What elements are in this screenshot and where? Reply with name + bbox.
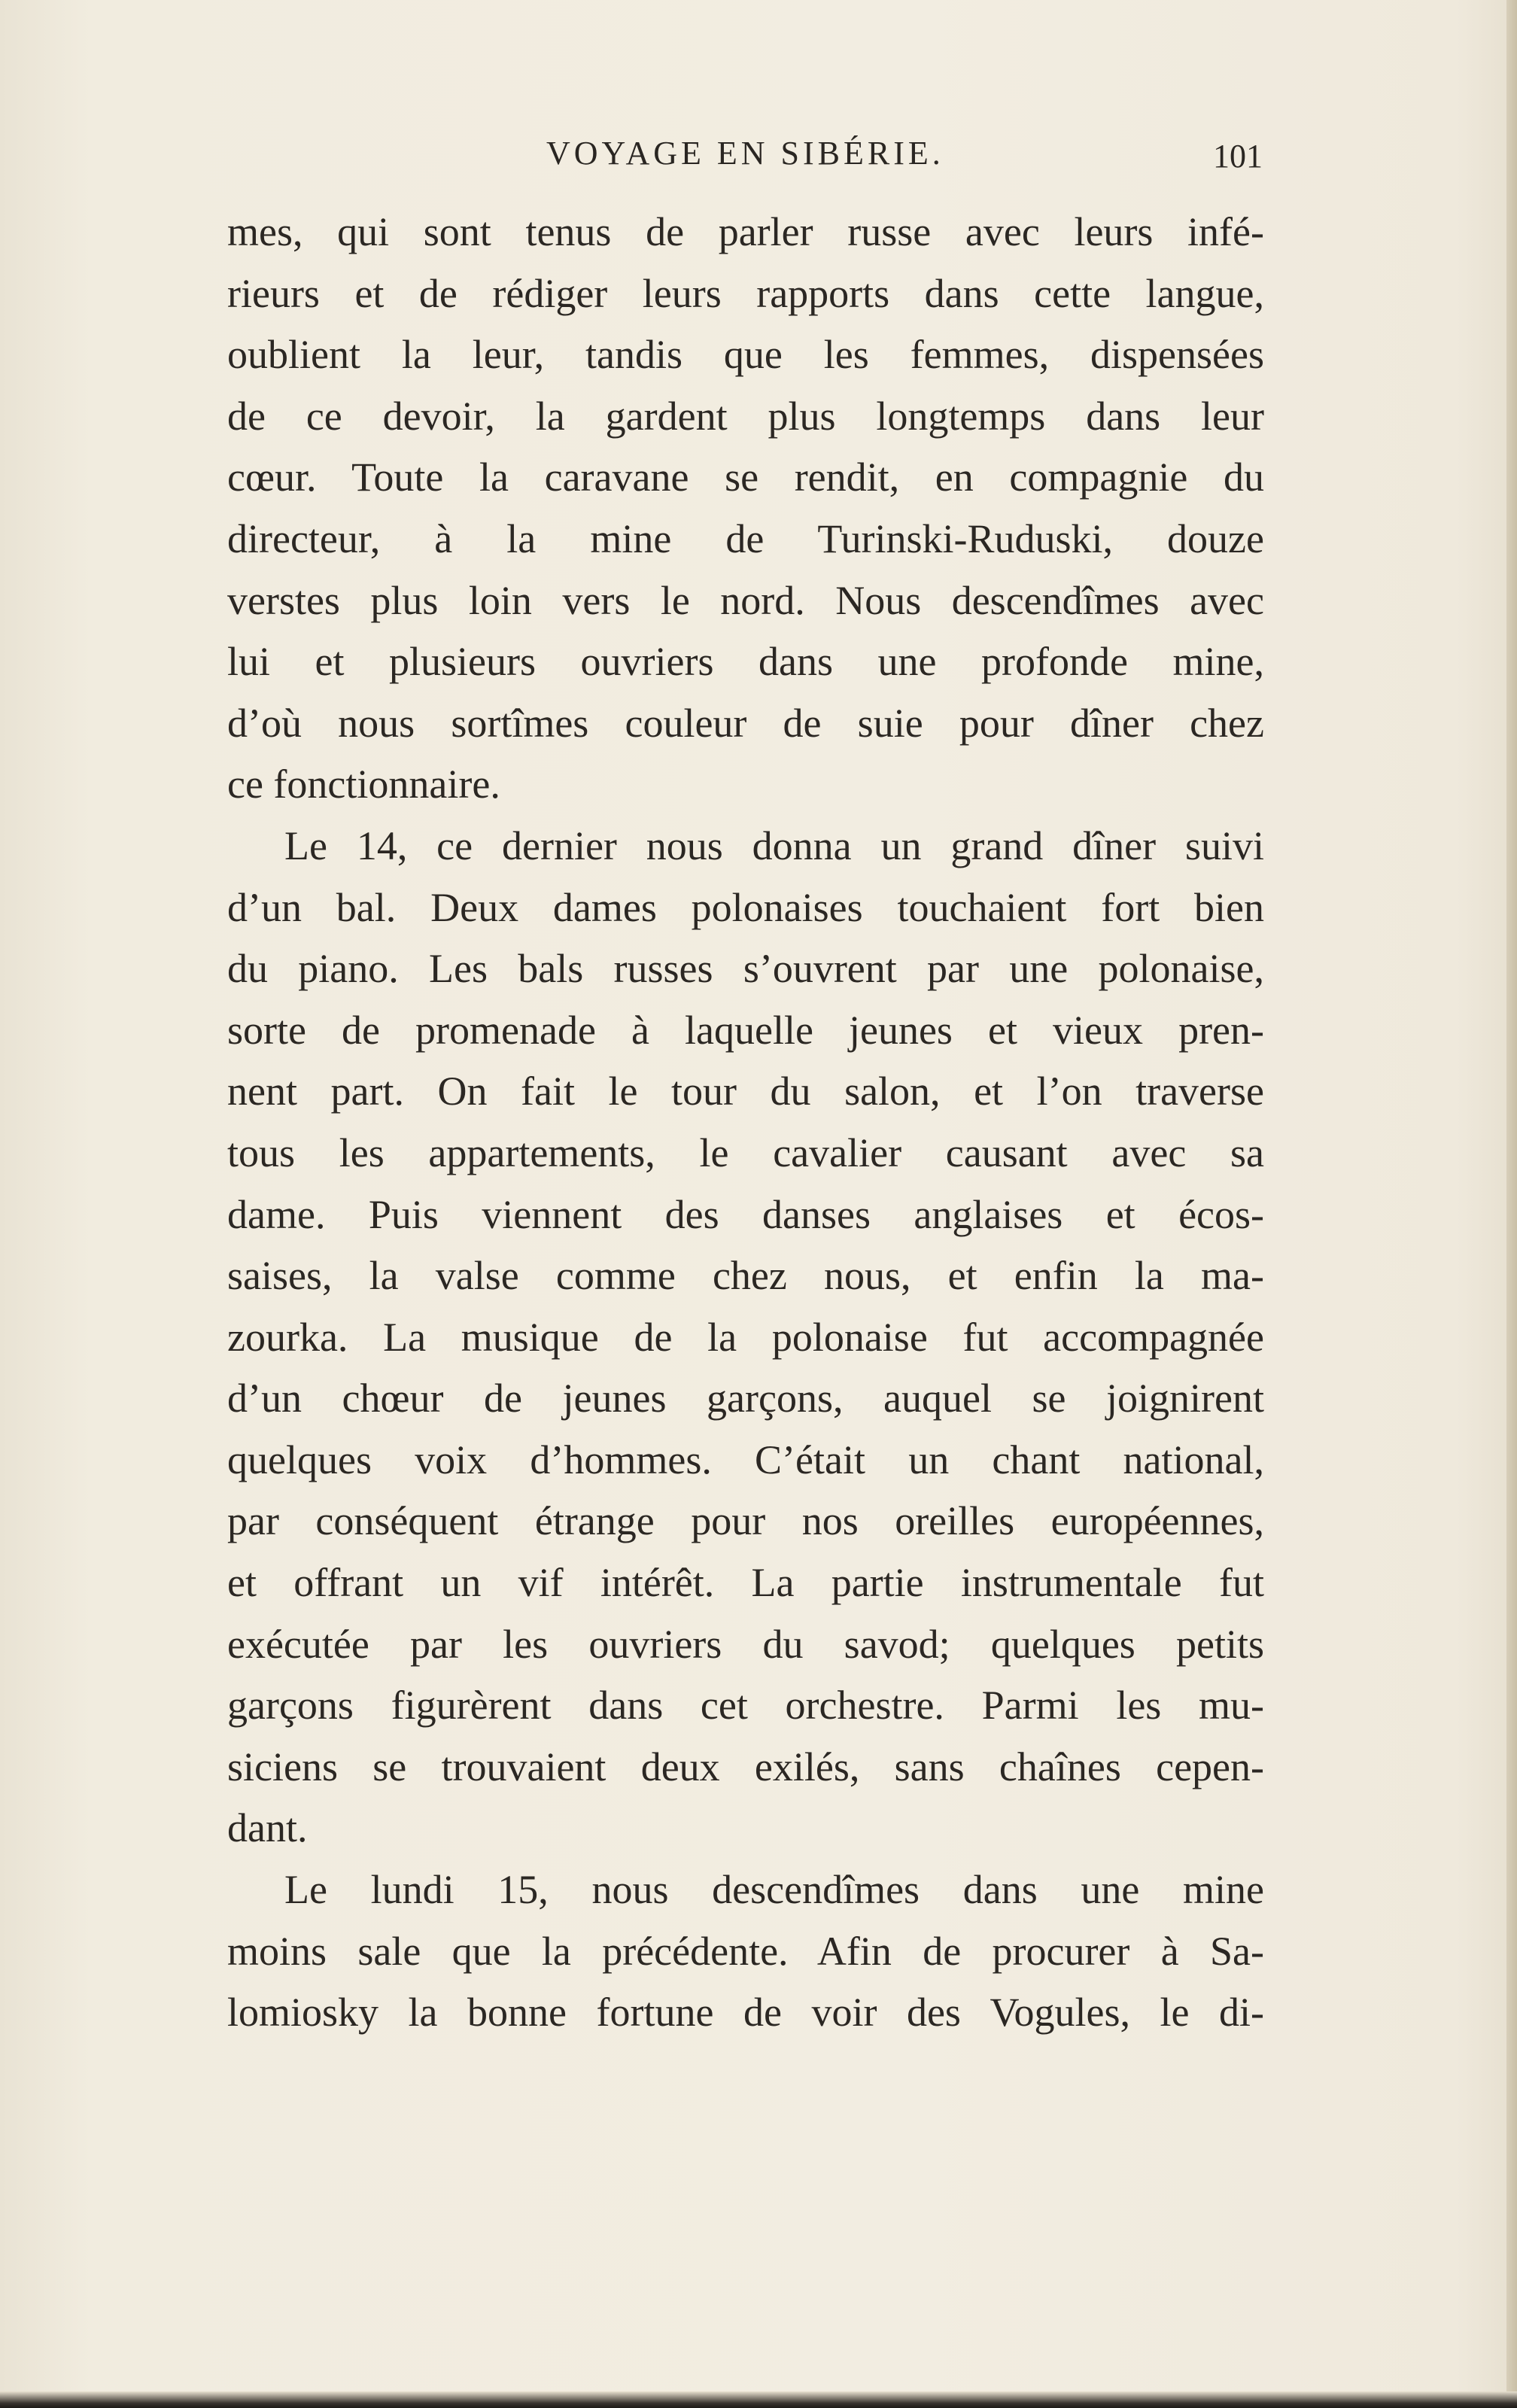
text-line: exécutée par les ouvriers du savod; quelques petits (227, 1621, 1264, 1667)
text-line: zourka. La musique de la polonaise fut accompagnée (227, 1314, 1264, 1360)
text-line: dame. Puis viennent des danses anglaises et écos- (227, 1191, 1264, 1237)
running-title: VOYAGE EN SIBÉRIE. (546, 135, 944, 172)
text-line: du piano. Les bals russes s’ouvrent par une polonaise, (227, 946, 1264, 992)
text-line: moins sale que la précédente. Afin de procurer à Sa- (227, 1928, 1264, 1974)
text-line: mes, qui sont tenus de parler russe avec leurs infé- (227, 209, 1264, 254)
text-line: garçons figurèrent dans cet orchestre. Parmi les mu- (227, 1683, 1264, 1728)
body-text (227, 202, 1264, 2044)
text-line: saises, la valse comme chez nous, et enfin la ma- (227, 1253, 1264, 1299)
text-line: d’où nous sortîmes couleur de suie pour dîner chez (227, 700, 1264, 746)
text-line: oublient la leur, tandis que les femmes, dispensées (227, 332, 1264, 378)
page-edge-bottom (0, 2391, 1517, 2408)
text-line: de ce devoir, la gardent plus longtemps dans leur (227, 393, 1264, 439)
text-line: lomiosky la bonne fortune de voir des Vogules, le di- (227, 1990, 1264, 2036)
text-line: verstes plus loin vers le nord. Nous descendîmes avec (227, 577, 1264, 623)
text-line: dant. (227, 1805, 308, 1851)
text-line: par conséquent étrange pour nos oreilles européennes, (227, 1498, 1264, 1544)
text-line: rieurs et de rédiger leurs rapports dans cette langue, (227, 270, 1264, 316)
text-line: et offrant un vif intérêt. La partie instrumentale fut (227, 1560, 1264, 1606)
text-line: Le 14, ce dernier nous donna un grand dîner suivi (284, 822, 1264, 868)
page-edge-right (1506, 0, 1517, 2408)
text-line: ce fonctionnaire. (227, 762, 500, 807)
text-line: siciens se trouvaient deux exilés, sans chaînes cepen- (227, 1744, 1264, 1789)
running-header (226, 129, 1264, 182)
text-line: nent part. On fait le tour du salon, et l’on traverse (227, 1069, 1264, 1114)
text-line: Le lundi 15, nous descendîmes dans une mine (284, 1867, 1264, 1913)
text-line: tous les appartements, le cavalier causant avec sa (227, 1130, 1264, 1175)
page-number: 101 (1213, 138, 1263, 175)
text-line: cœur. Toute la caravane se rendit, en compagnie du (227, 455, 1264, 500)
text-line: d’un bal. Deux dames polonaises touchaient fort bien (227, 884, 1264, 930)
text-line: quelques voix d’hommes. C’était un chant national, (227, 1437, 1264, 1482)
text-line: lui et plusieurs ouvriers dans une profonde mine, (227, 639, 1264, 685)
text-line: sorte de promenade à laquelle jeunes et vieux pren- (227, 1007, 1264, 1053)
text-line: d’un chœur de jeunes garçons, auquel se joignirent (227, 1376, 1264, 1421)
text-line: directeur, à la mine de Turinski-Ruduski, douze (227, 515, 1264, 561)
